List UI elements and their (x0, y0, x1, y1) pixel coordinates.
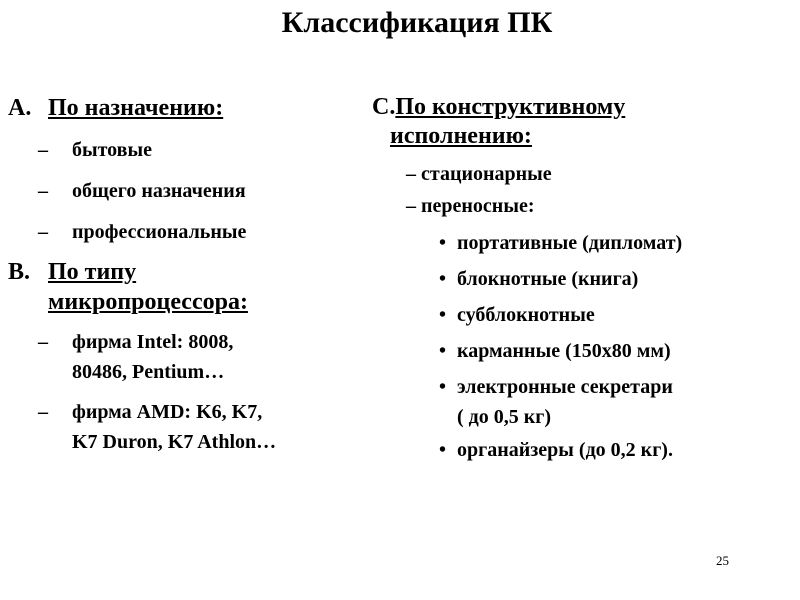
bullet-item (439, 333, 792, 369)
list-item (38, 397, 368, 457)
dash-marker: – (38, 331, 48, 353)
dash-marker: – (38, 401, 48, 423)
bullet-item (439, 369, 792, 432)
section-a-title: По назначению: (48, 95, 224, 121)
list-item (38, 135, 368, 165)
section-c-title-line2: исполнению: (390, 123, 532, 149)
list-item (38, 327, 368, 387)
bullet-marker: • (439, 439, 447, 461)
bullet-marker: • (439, 376, 447, 398)
section-b-letter: B. (8, 259, 31, 285)
bullet-item-text: блокнотные (книга) (457, 268, 639, 290)
dash-marker: – (406, 195, 416, 217)
list-item-text: 80486, Pentium… (72, 361, 225, 383)
bullet-item-text: портативные (дипломат) (457, 232, 683, 254)
bullet-marker: • (439, 340, 447, 362)
section-a-heading (8, 93, 368, 123)
list-item (406, 159, 792, 189)
list-item-text: переносные: (421, 195, 535, 217)
right-column (372, 93, 792, 468)
list-item (38, 176, 368, 206)
list-item-text: K7 Duron, K7 Athlon… (72, 431, 277, 453)
section-c-title-line1: По конструктивному (395, 94, 626, 120)
dash-marker: – (38, 139, 48, 161)
dash-marker: – (38, 221, 48, 243)
bullet-item-text: субблокнотные (457, 304, 595, 326)
slide-title: Классификация ПК (281, 6, 553, 39)
list-item-text: фирма Intel: 8008, (72, 331, 234, 353)
section-c-letter: C. (372, 94, 396, 120)
left-column (8, 93, 368, 457)
page-number: 25 (716, 553, 729, 568)
bullet-item (439, 261, 792, 297)
bullet-item (439, 432, 792, 468)
list-item-text: общего назначения (72, 180, 246, 202)
section-a-letter: A. (8, 95, 32, 121)
dash-marker: – (406, 163, 416, 185)
list-item-text: бытовые (72, 139, 152, 161)
list-item (38, 217, 368, 247)
bullet-marker: • (439, 268, 447, 290)
bullet-item-text: карманные (150х80 мм) (457, 340, 671, 362)
section-b-title-line2: микропроцессора: (48, 289, 248, 315)
bullet-item-text: органайзеры (до 0,2 кг). (457, 439, 673, 461)
bullet-item-text: ( до 0,5 кг) (457, 406, 552, 428)
section-b-title-line1: По типу (48, 259, 137, 285)
section-c-heading-cont (372, 122, 792, 151)
section-c-heading (372, 93, 792, 122)
bullet-marker: • (439, 304, 447, 326)
bullet-item-text: электронные секретари (457, 376, 673, 398)
bullet-item (439, 225, 792, 261)
bullet-item (439, 297, 792, 333)
list-item-text: стационарные (421, 163, 552, 185)
section-b-heading (8, 257, 368, 287)
list-item-text: профессиональные (72, 221, 247, 243)
list-item (406, 191, 792, 221)
section-b-heading-cont (8, 287, 368, 317)
bullet-marker: • (439, 232, 447, 254)
dash-marker: – (38, 180, 48, 202)
list-item-text: фирма AMD: K6, K7, (72, 401, 263, 423)
